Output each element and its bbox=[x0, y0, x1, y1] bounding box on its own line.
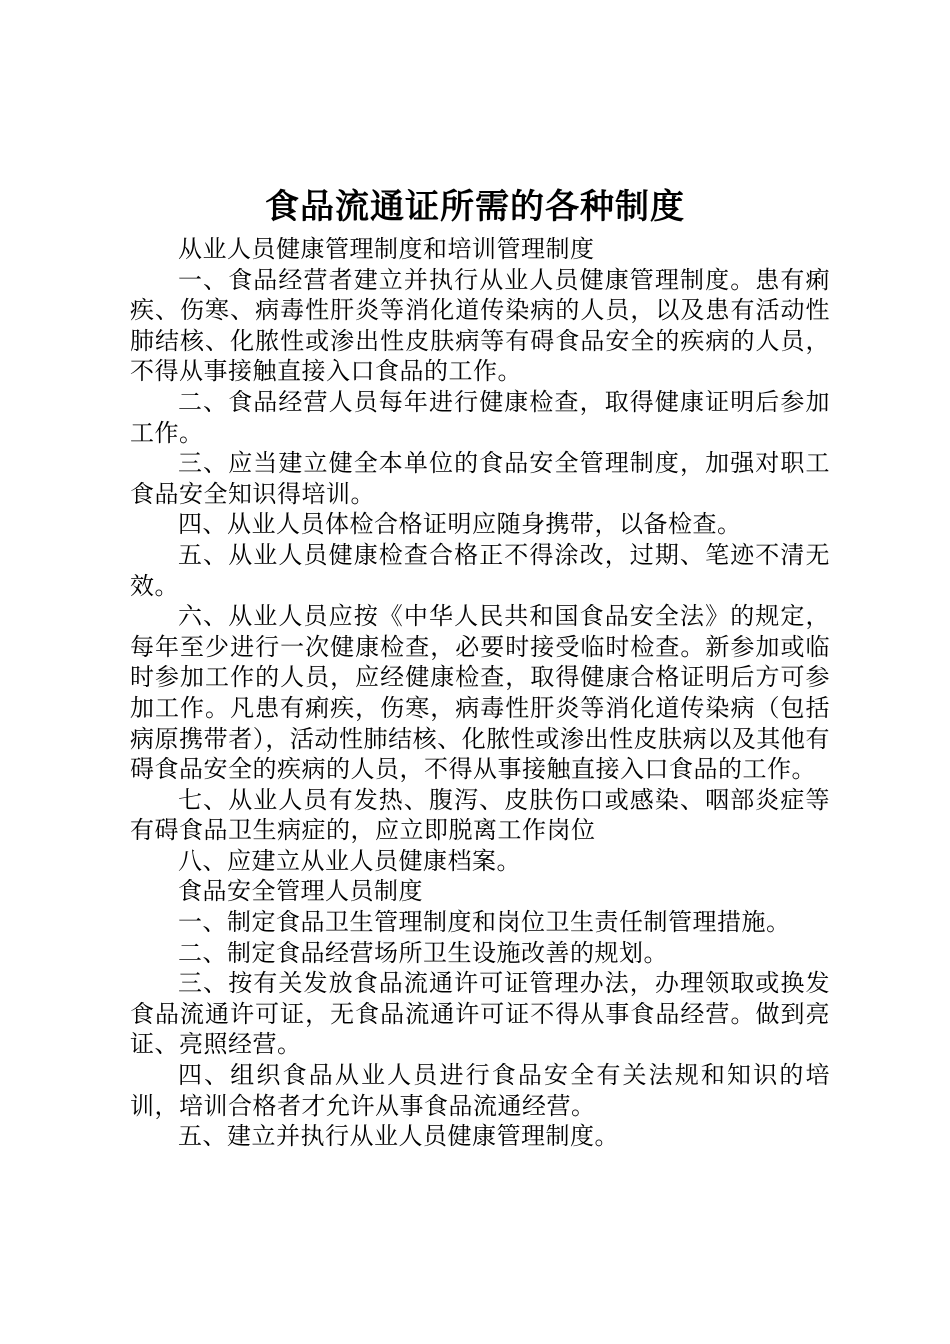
paragraph: 二、食品经营人员每年进行健康检查，取得健康证明后参加工作。 bbox=[130, 387, 830, 447]
paragraph: 二、制定食品经营场所卫生设施改善的规划。 bbox=[178, 938, 668, 967]
paragraph: 一、制定食品卫生管理制度和岗位卫生责任制管理措施。 bbox=[178, 908, 791, 937]
paragraph: 一、食品经营者建立并执行从业人员健康管理制度。患有痢疾、伤寒、病毒性肝炎等消化道传染病的人员，以及患有活动性肺结核、化脓性或渗出性皮肤病等有碍食品安全的疾病的人员，不得从事接触直接入口食品的工作。 bbox=[130, 265, 830, 386]
document-title: 食品流通证所需的各种制度 bbox=[265, 187, 685, 227]
paragraph: 五、建立并执行从业人员健康管理制度。 bbox=[178, 1122, 619, 1151]
paragraph: 三、应当建立健全本单位的食品安全管理制度，加强对职工食品安全知识得培训。 bbox=[130, 449, 830, 508]
section-heading-health-training: 从业人员健康管理制度和培训管理制度 bbox=[178, 235, 595, 263]
paragraph: 八、应建立从业人员健康档案。 bbox=[178, 846, 521, 875]
paragraph: 六、从业人员应按《中华人民共和国食品安全法》的规定，每年至少进行一次健康检查，必要时接受临时检查。新参加或临时参加工作的人员，应经健康检查，取得健康合格证明后方可参加工作。凡患有痢疾，伤寒，病毒性肝炎等消化道传染病（包括病原携带者），活动性肺结核、化脓性或渗出性皮肤病以及其他有碍食品安全的疾病的人员，不得从事接触直接入口食品的工作。 bbox=[130, 602, 830, 784]
paragraph: 五、从业人员健康检查合格正不得涂改，过期、笔迹不清无效。 bbox=[130, 540, 830, 600]
paragraph: 四、组织食品从业人员进行食品安全有关法规和知识的培训，培训合格者才允许从事食品流通经营。 bbox=[130, 1061, 830, 1120]
paragraph: 三、按有关发放食品流通许可证管理办法，办理领取或换发食品流通许可证，无食品流通许可证不得从事食品经营。做到亮证、亮照经营。 bbox=[130, 969, 830, 1059]
document-body bbox=[130, 234, 830, 1152]
section-heading-safety-manager: 食品安全管理人员制度 bbox=[178, 877, 423, 906]
paragraph: 四、从业人员体检合格证明应随身携带，以备检查。 bbox=[178, 510, 742, 539]
paragraph: 七、从业人员有发热、腹泻、皮肤伤口或感染、咽部炎症等有碍食品卫生病症的，应立即脱离工作岗位 bbox=[130, 785, 830, 845]
